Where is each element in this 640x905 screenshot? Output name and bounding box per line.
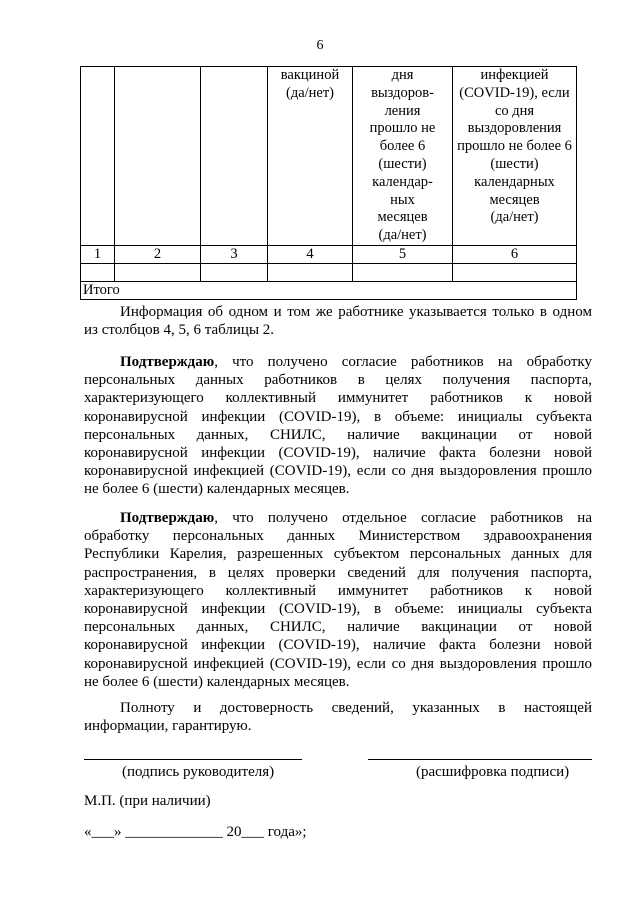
- signature-decode-label: (расшифровка подписи): [416, 764, 570, 780]
- header-line: месяцев: [489, 191, 540, 208]
- header-line: (да/нет): [285, 84, 335, 101]
- header-line: (да/нет): [378, 227, 427, 244]
- header-cell-5: [353, 67, 453, 246]
- paragraph-line: [84, 509, 592, 527]
- header-line: более 6: [379, 138, 426, 155]
- header-cell-6: [453, 67, 577, 246]
- note-paragraph: [84, 303, 592, 339]
- header-line: (шести): [378, 155, 427, 172]
- paragraph-line: коронавирусной инфекцией (COVID-19), если со дня выздоровления прошло: [84, 655, 592, 672]
- column-number: 5: [353, 245, 453, 263]
- paragraph-line: коронавирусной инфекции (COVID-19), наличие факта болезни новой: [84, 445, 592, 462]
- total-label: Итого: [81, 281, 577, 299]
- stamp-label: М.П. (при наличии): [84, 793, 211, 809]
- note-line: Информация об одном и том же работнике указывается только в одном: [120, 304, 592, 320]
- header-line: календар-: [372, 173, 433, 190]
- paragraph-line: информации, гарантирую.: [84, 718, 252, 735]
- table-cell: [81, 263, 115, 281]
- paragraph-line: коронавирусной инфекции (COVID-19), наличие факта болезни новой: [84, 637, 592, 654]
- table-row: [81, 263, 577, 281]
- table-cell: [115, 263, 201, 281]
- header-line: календарных: [474, 173, 555, 190]
- header-line: (да/нет): [490, 209, 539, 226]
- total-row: [81, 281, 577, 299]
- table-header-row: [81, 67, 577, 246]
- paragraph-line: персональных данных, СНИЛС, наличие вакцинации от новой: [84, 619, 592, 636]
- confirm-separate-consent-paragraph: [84, 509, 592, 691]
- header-cell-3: [201, 67, 268, 246]
- table-cell: [268, 263, 353, 281]
- date-line: «___» _____________ 20___ года»;: [84, 824, 307, 840]
- header-line: со дня: [494, 102, 535, 119]
- paragraph-line: характеризующего коллективный иммунитет работников к новой: [84, 582, 592, 599]
- signature-decode-line: [368, 759, 592, 760]
- page-number: 6: [316, 38, 324, 53]
- table-cell: [201, 263, 268, 281]
- header-line: прошло не более 6: [457, 138, 572, 155]
- guarantee-paragraph: [84, 699, 592, 735]
- paragraph-line: распространения, в целях проверки сведений для получения паспорта,: [84, 564, 592, 581]
- table-cell: [353, 263, 453, 281]
- header-line: дня: [391, 67, 414, 83]
- header-line: ления: [384, 102, 421, 119]
- table-cell: [453, 263, 577, 281]
- paragraph-line: не более 6 (шести) календарных месяцев.: [84, 673, 350, 690]
- header-line: (шести): [490, 155, 539, 172]
- header-line: выздоров-: [371, 84, 434, 101]
- header-cell-2: [115, 67, 201, 246]
- confirm-bold: Подтверждаю: [120, 510, 215, 526]
- signature-line: [84, 759, 302, 760]
- paragraph-line: коронавирусной инфекцией (COVID-19), если со дня выздоровления прошло: [84, 463, 592, 480]
- signature-head-label: (подпись руководителя): [122, 764, 275, 780]
- header-line: (COVID-19), если: [459, 84, 570, 101]
- header-line: вакциной: [280, 67, 340, 83]
- paragraph-line-text: , что получено отдельное согласие работников на: [214, 510, 592, 526]
- confirm-bold: Подтверждаю: [120, 354, 215, 370]
- confirm-consent-paragraph: [84, 353, 592, 499]
- paragraph-line-text: , что получено согласие работников на обработку: [214, 354, 592, 370]
- column-number: 3: [201, 245, 268, 263]
- paragraph-line: персональных данных работников в целях получения паспорта,: [84, 372, 592, 389]
- column-number: 6: [453, 245, 577, 263]
- column-number: 2: [115, 245, 201, 263]
- paragraph-line: обработку персональных данных Министерством здравоохранения: [84, 528, 592, 545]
- header-cell-1: [81, 67, 115, 246]
- paragraph-line: Полноту и достоверность сведений, указанных в настоящей: [120, 700, 592, 716]
- paragraph-line: [84, 353, 592, 371]
- header-cell-4: [268, 67, 353, 246]
- header-line: ных: [390, 191, 415, 208]
- header-line: прошло не: [369, 120, 436, 137]
- header-line: выздоровления: [467, 120, 562, 137]
- column-number: 4: [268, 245, 353, 263]
- column-number-row: [81, 245, 577, 263]
- header-line: инфекцией: [480, 67, 549, 83]
- paragraph-line: Республики Карелия, разрешенных субъектом персональных данных для: [84, 546, 592, 563]
- column-number: 1: [81, 245, 115, 263]
- paragraph-line: не более 6 (шести) календарных месяцев.: [84, 481, 350, 498]
- paragraph-line: коронавирусной инфекции (COVID-19), в объеме: инициалы субъекта: [84, 601, 592, 618]
- paragraph-line: характеризующего коллективный иммунитет работников к новой: [84, 390, 592, 407]
- paragraph-line: персональных данных, СНИЛС, наличие вакцинации от новой: [84, 426, 592, 443]
- continuation-table: [80, 66, 577, 300]
- paragraph-line: коронавирусной инфекции (COVID-19), в объеме: инициалы субъекта: [84, 408, 592, 425]
- header-line: месяцев: [377, 209, 428, 226]
- note-line: из столбцов 4, 5, 6 таблицы 2.: [84, 322, 275, 339]
